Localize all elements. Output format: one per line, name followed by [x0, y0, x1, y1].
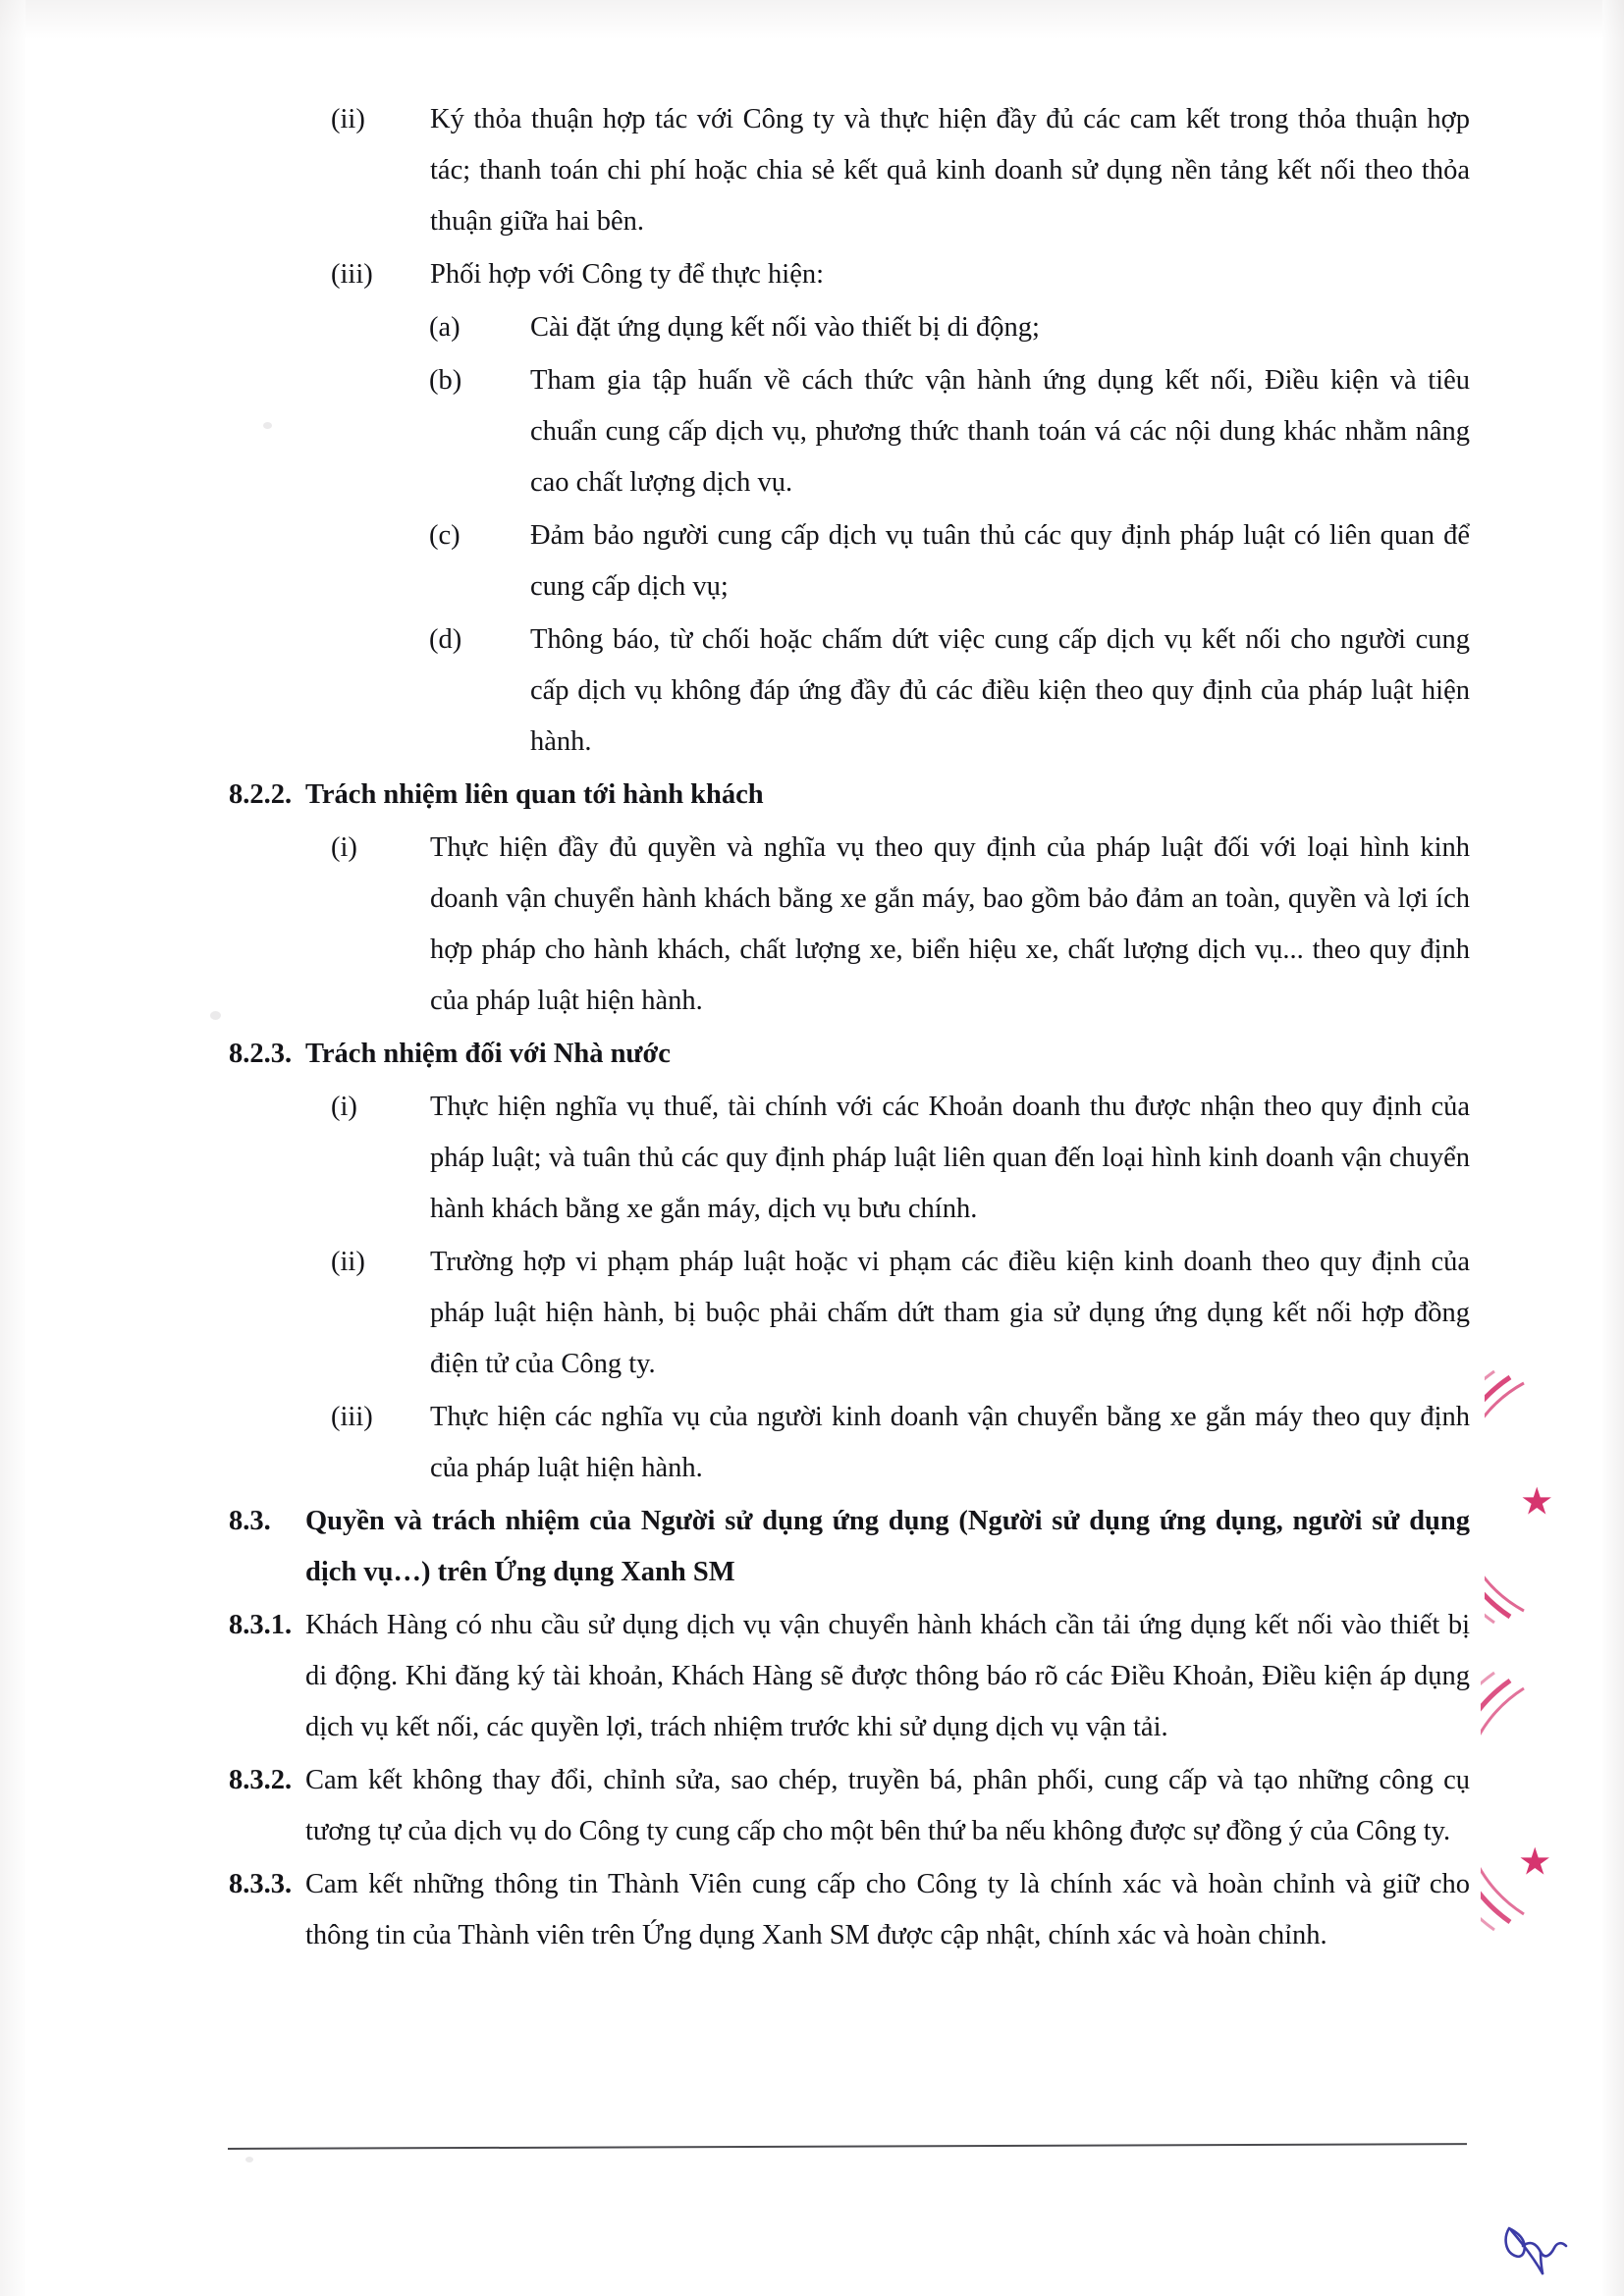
scan-edge-right [1602, 0, 1624, 2296]
document-body [229, 94, 1470, 1963]
section-title: Trách nhiệm liên quan tới hành khách [305, 779, 764, 810]
scan-edge-top [0, 0, 1624, 39]
scan-edge-left [0, 0, 26, 2296]
scan-speck [245, 2157, 253, 2163]
section-number: 8.2.2. [229, 779, 293, 810]
section-number: 8.3.2. [229, 1765, 293, 1795]
list-marker: (a) [429, 312, 460, 343]
section-heading-8-2-3 [229, 1029, 1470, 1080]
section-title: Quyền và trách nhiệm của Người sử dụng ứng dụng (Người sử dụng ứng dụng, người sử dụng dịch vụ…) trên Ứng dụng Xanh SM [305, 1506, 1470, 1587]
list-item-text: Thực hiện đầy đủ quyền và nghĩa vụ theo quy định của pháp luật đối với loại hình kinh doanh vận chuyển hành khách bằng xe gắn máy, bao gồm bảo đảm an toàn, quyền và lợi ích hợp pháp cho hành khách, chất lượng xe, biển hiệu xe, chất lượng dịch vụ... theo quy định của pháp luật hiện hành. [430, 832, 1470, 1016]
list-item-i-hanh-khach [331, 823, 1470, 1027]
list-item-text: Phối hợp với Công ty để thực hiện: [430, 259, 825, 290]
list-marker: (i) [331, 832, 357, 863]
svg-text:★: ★ [1520, 1844, 1550, 1881]
list-marker: (c) [429, 520, 460, 551]
section-number: 8.2.3. [229, 1039, 293, 1069]
section-paragraph-8-3-1 [229, 1600, 1470, 1753]
section-title: Trách nhiệm đối với Nhà nước [305, 1039, 671, 1069]
list-marker: (b) [429, 365, 462, 396]
list-marker: (iii) [331, 259, 373, 290]
list-item-ii-hop-tac [331, 94, 1470, 247]
handwritten-signature [1497, 2216, 1586, 2285]
list-marker: (ii) [331, 104, 365, 134]
list-item-text: Cài đặt ứng dụng kết nối vào thiết bị di động; [530, 312, 1040, 343]
list-item-text: Ký thỏa thuận hợp tác với Công ty và thực hiện đầy đủ các cam kết trong thỏa thuận hợp tác; thanh toán chi phí hoặc chia sẻ kết quả kinh doanh sử dụng nền tảng kết nối theo thỏa thuận giữa hai bên. [430, 104, 1470, 237]
footer-divider [228, 2143, 1467, 2150]
list-item-text: Trường hợp vi phạm pháp luật hoặc vi phạm các điều kiện kinh doanh theo quy định của pháp luật hiện hành, bị buộc phải chấm dứt tham gia sử dụng ứng dụng kết nối hợp đồng điện tử của Công ty. [430, 1247, 1470, 1379]
section-number: 8.3. [229, 1506, 271, 1536]
section-paragraph-8-3-2 [229, 1755, 1470, 1857]
list-marker: (d) [429, 624, 462, 655]
section-number: 8.3.1. [229, 1610, 293, 1640]
list-item-ii-vi-pham [331, 1237, 1470, 1390]
section-text: Khách Hàng có nhu cầu sử dụng dịch vụ vận chuyển hành khách cần tải ứng dụng kết nối vào thiết bị di động. Khi đăng ký tài khoản, Khách Hàng sẽ được thông báo rõ các Điều Khoản, Điều kiện áp dụng dịch vụ kết nối, các quyền lợi, trách nhiệm trước khi sử dụng dịch vụ vận tải. [305, 1610, 1470, 1742]
list-item-text: Thực hiện nghĩa vụ thuế, tài chính với các Khoản doanh thu được nhận theo quy định của pháp luật; và tuân thủ các quy định pháp luật liên quan đến loại hình kinh doanh vận chuyển hành khách bằng xe gắn máy, dịch vụ bưu chính. [430, 1092, 1470, 1224]
list-item-text: Thông báo, từ chối hoặc chấm dứt việc cung cấp dịch vụ kết nối cho người cung cấp dịch vụ không đáp ứng đầy đủ các điều kiện theo quy định của pháp luật hiện hành. [530, 624, 1470, 757]
section-text: Cam kết những thông tin Thành Viên cung cấp cho Công ty là chính xác và hoàn chỉnh và giữ cho thông tin của Thành viên trên Ứng dụng Xanh SM được cập nhật, chính xác và hoàn chỉnh. [305, 1869, 1470, 1950]
list-marker: (iii) [331, 1402, 373, 1432]
section-heading-8-2-2 [229, 770, 1470, 821]
list-item-c-dam-bao [429, 510, 1470, 613]
list-marker: (i) [331, 1092, 357, 1122]
section-text: Cam kết không thay đổi, chỉnh sửa, sao chép, truyền bá, phân phối, cung cấp và tạo những công cụ tương tự của dịch vụ do Công ty cung cấp cho một bên thứ ba nếu không được sự đồng ý của Công ty. [305, 1765, 1470, 1846]
list-item-a-cai-dat [429, 302, 1470, 353]
section-heading-8-3 [229, 1496, 1470, 1598]
list-item-d-thong-bao [429, 614, 1470, 768]
list-item-iii-nghia-vu [331, 1392, 1470, 1494]
section-number: 8.3.3. [229, 1869, 293, 1899]
list-item-b-tap-huan [429, 355, 1470, 508]
svg-text:★: ★ [1522, 1484, 1552, 1521]
list-item-text: Thực hiện các nghĩa vụ của người kinh doanh vận chuyển bằng xe gắn máy theo quy định của pháp luật hiện hành. [430, 1402, 1470, 1483]
list-marker: (ii) [331, 1247, 365, 1277]
list-item-text: Đảm bảo người cung cấp dịch vụ tuân thủ các quy định pháp luật có liên quan để cung cấp dịch vụ; [530, 520, 1470, 602]
list-item-iii-phoi-hop [331, 249, 1470, 300]
section-paragraph-8-3-3 [229, 1859, 1470, 1961]
list-item-text: Tham gia tập huấn về cách thức vận hành ứng dụng kết nối, Điều kiện và tiêu chuẩn cung cấp dịch vụ, phương thức thanh toán vá các nội dung khác nhằm nâng cao chất lượng dịch vụ. [530, 365, 1470, 498]
scan-speck [210, 1011, 221, 1020]
list-item-i-nha-nuoc [331, 1082, 1470, 1235]
